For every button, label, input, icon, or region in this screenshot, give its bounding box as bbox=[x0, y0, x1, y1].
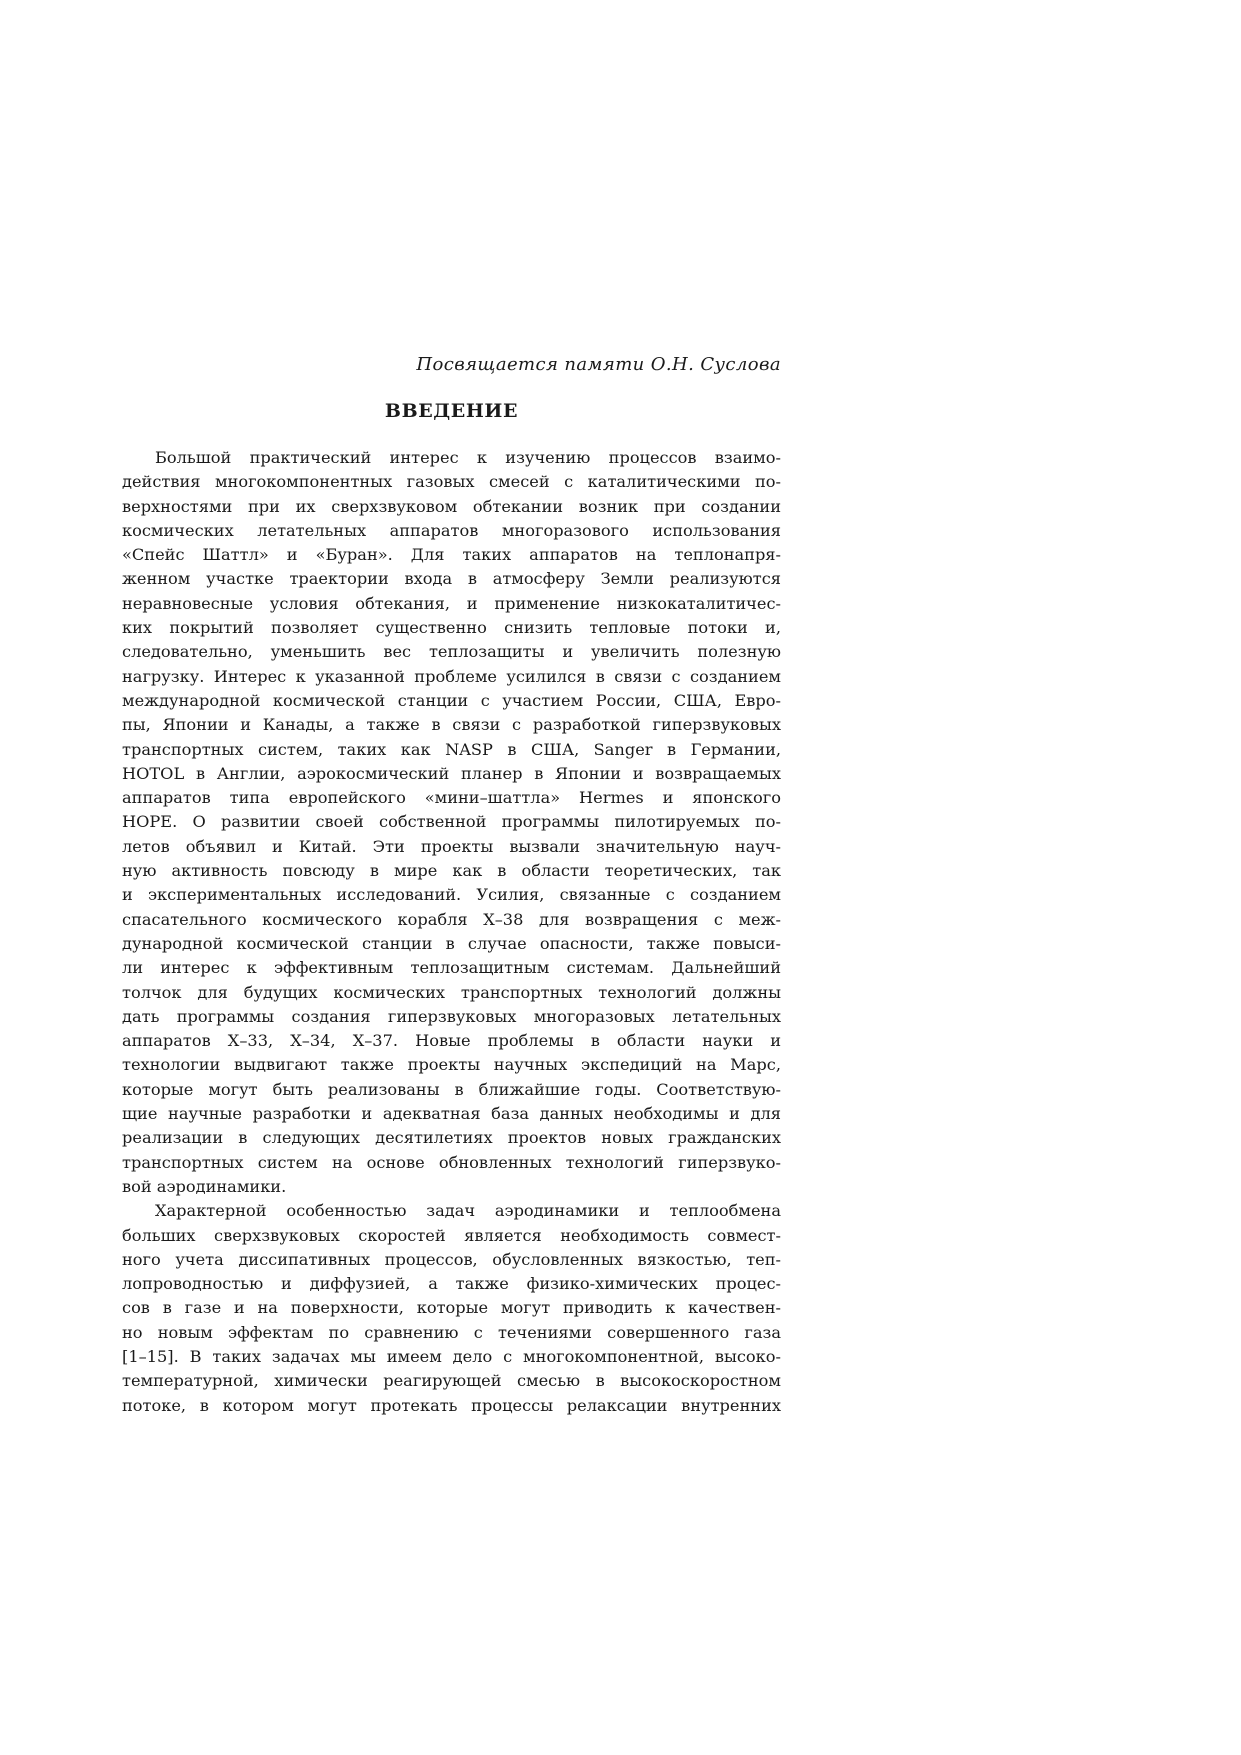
text-line: летов объявил и Китай. Эти проекты вызвали значительную науч- bbox=[122, 836, 781, 856]
text-line: но новым эффектам по сравнению с течениями совершенного газа bbox=[122, 1322, 781, 1342]
text-line: нагрузку. Интерес к указанной проблеме усилился в связи с созданием bbox=[122, 666, 781, 686]
text-line: ли интерес к эффективным теплозащитным системам. Дальнейший bbox=[122, 958, 781, 978]
text-line: толчок для будущих космических транспортных технологий должны bbox=[122, 982, 781, 1002]
text-line: [1–15]. В таких задачах мы имеем дело с многокомпонентной, высоко- bbox=[122, 1346, 781, 1366]
text-line: аппаратов X–33, X–34, X–37. Новые проблемы в области науки и bbox=[122, 1031, 781, 1051]
text-line: ную активность повсюду в мире как в области теоретических, так bbox=[122, 861, 781, 881]
text-line: спасательного космического корабля X–38 для возвращения с меж- bbox=[122, 909, 781, 929]
text-line: технологии выдвигают также проекты научных экспедиций на Марс, bbox=[122, 1055, 781, 1075]
text-line: аппаратов типа европейского «мини–шаттла» Hermes и японского bbox=[122, 788, 781, 808]
text-line: температурной, химически реагирующей смесью в высокоскоростном bbox=[122, 1371, 781, 1391]
text-line: Большой практический интерес к изучению процессов взаимо- bbox=[155, 448, 781, 467]
text-line: которые могут быть реализованы в ближайшие годы. Соответствую- bbox=[122, 1079, 781, 1099]
page-body bbox=[122, 352, 781, 1418]
text-line: космических летательных аппаратов многоразового использования bbox=[122, 520, 781, 540]
paragraph bbox=[122, 446, 781, 1199]
text-line: пы, Японии и Канады, а также в связи с разработкой гиперзвуковых bbox=[122, 715, 781, 735]
text-line: международной космической станции с участием России, США, Евро- bbox=[122, 690, 781, 710]
text-line: лопроводностью и диффузией, а также физико-химических процес- bbox=[122, 1274, 781, 1294]
text-line: больших сверхзвуковых скоростей является необходимость совмест- bbox=[122, 1225, 781, 1245]
section-title: ВВЕДЕНИЕ bbox=[384, 400, 519, 422]
text-line: Характерной особенностью задач аэродинамики и теплообмена bbox=[155, 1201, 781, 1221]
text-line: щие научные разработки и адекватная база данных необходимы и для bbox=[122, 1104, 781, 1124]
text-line: сов в газе и на поверхности, которые могут приводить к качествен- bbox=[122, 1298, 781, 1318]
text-line: и экспериментальных исследований. Усилия, связанные с созданием bbox=[122, 885, 781, 905]
body-text bbox=[122, 446, 781, 1418]
text-line: дать программы создания гиперзвуковых многоразовых летательных bbox=[122, 1006, 781, 1026]
text-line: HOPE. О развитии своей собственной программы пилотируемых по- bbox=[122, 812, 781, 832]
text-line: вой аэродинамики. bbox=[122, 1176, 287, 1196]
text-line: верхностями при их сверхзвуковом обтекании возник при создании bbox=[122, 496, 781, 516]
text-line: транспортных систем на основе обновленных технологий гиперзвуко- bbox=[122, 1152, 781, 1172]
dedication: Посвящается памяти О.Н. Суслова bbox=[416, 354, 781, 375]
text-line: действия многокомпонентных газовых смесей с каталитическими по- bbox=[122, 472, 781, 492]
text-line: потоке, в котором могут протекать процессы релаксации внутренних bbox=[122, 1395, 781, 1415]
text-line: ного учета диссипативных процессов, обусловленных вязкостью, теп- bbox=[122, 1249, 781, 1269]
text-line: ких покрытий позволяет существенно снизить тепловые потоки и, bbox=[122, 618, 781, 638]
text-line: женном участке траектории входа в атмосферу Земли реализуются bbox=[122, 569, 781, 589]
paragraph bbox=[122, 1199, 781, 1418]
text-line: «Спейс Шаттл» и «Буран». Для таких аппаратов на теплонапря- bbox=[122, 545, 781, 565]
text-line: дународной космической станции в случае опасности, также повыси- bbox=[122, 933, 781, 953]
text-line: неравновесные условия обтекания, и применение низкокаталитичес- bbox=[122, 593, 781, 613]
text-line: транспортных систем, таких как NASP в США, Sanger в Германии, bbox=[122, 739, 781, 759]
text-line: HOTOL в Англии, аэрокосмический планер в Японии и возвращаемых bbox=[122, 763, 781, 783]
text-line: реализации в следующих десятилетиях проектов новых гражданских bbox=[122, 1128, 781, 1148]
text-line: следовательно, уменьшить вес теплозащиты и увеличить полезную bbox=[122, 642, 781, 662]
